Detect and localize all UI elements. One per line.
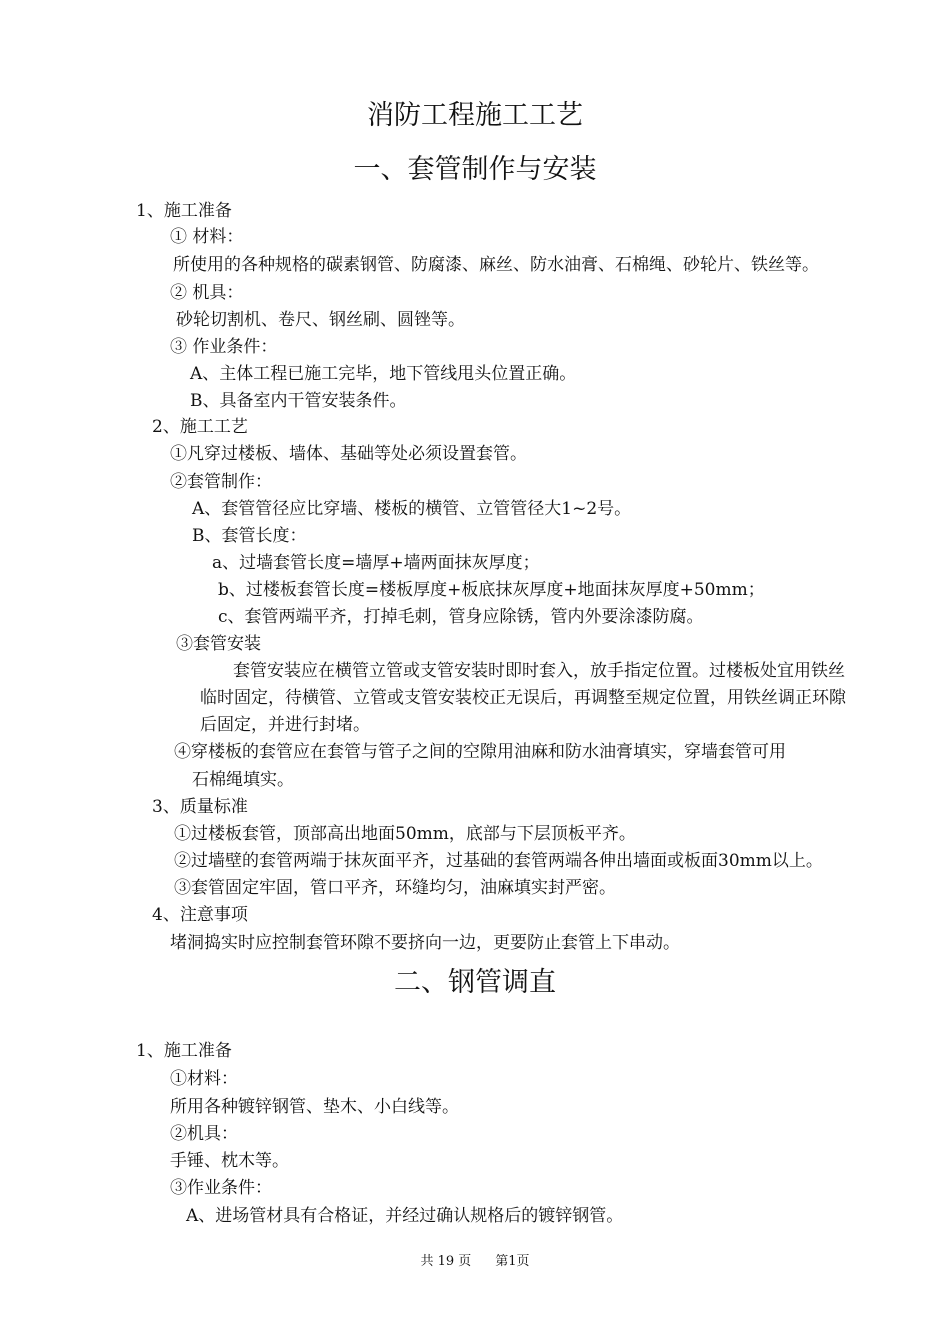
material-label-2: ①材料： — [170, 1069, 238, 1089]
tools-text-2: 手锤、枕木等。 — [170, 1151, 289, 1171]
conditions-label-2: ③作业条件： — [170, 1178, 272, 1198]
material-text: 所使用的各种规格的碳素钢管、防腐漆、麻丝、防水油膏、石棉绳、砂轮片、铁丝等。 — [173, 255, 819, 275]
conditions-label: ③ 作业条件： — [170, 337, 278, 357]
condition-a-2: A、进场管材具有合格证，并经过确认规格后的镀锌钢管。 — [186, 1206, 624, 1226]
process-item-1: ①凡穿过楼板、墙体、基础等处必须设置套管。 — [170, 444, 527, 464]
material-label: ① 材料： — [170, 227, 244, 247]
subheading-quality: 3、质量标准 — [152, 797, 248, 817]
process-item-2-label: ②套管制作： — [170, 472, 272, 492]
process-item-2-b-c: c、套管两端平齐，打掉毛刺，管身应除锈，管内外要涂漆防腐。 — [218, 607, 704, 627]
doc-title: 消防工程施工工艺 — [367, 100, 583, 131]
section-heading-2: 二、钢管调直 — [394, 967, 556, 998]
quality-item-1: ①过楼板套管，顶部高出地面50mm，底部与下层顶板平齐。 — [174, 824, 636, 844]
material-text-2: 所用各种镀锌钢管、垫木、小白线等。 — [170, 1097, 459, 1117]
page-footer — [0, 1250, 950, 1269]
process-item-3-line-2: 临时固定，待横管、立管或支管安装校正无误后，再调整至规定位置，用铁丝调正环隙 — [200, 688, 846, 708]
section-heading-1: 一、套管制作与安装 — [353, 154, 597, 185]
subheading-prep-2: 1、施工准备 — [136, 1041, 232, 1061]
notes-item-1: 堵洞捣实时应控制套管环隙不要挤向一边，更要防止套管上下串动。 — [170, 933, 680, 953]
tools-label: ② 机具： — [170, 283, 244, 303]
quality-item-2: ②过墙壁的套管两端于抹灰面平齐，过基础的套管两端各伸出墙面或板面30mm以上。 — [174, 851, 823, 871]
process-item-3-line-3: 后固定，并进行封堵。 — [200, 715, 370, 735]
quality-item-3: ③套管固定牢固，管口平齐，环缝均匀，油麻填实封严密。 — [174, 878, 616, 898]
page-total: 共 19 页 — [420, 1254, 472, 1269]
tools-label-2: ②机具： — [170, 1124, 238, 1144]
process-item-2-b-b: b、过楼板套管长度=楼板厚度+板底抹灰厚度+地面抹灰厚度+50mm； — [218, 580, 765, 600]
tools-text: 砂轮切割机、卷尺、钢丝刷、圆锉等。 — [176, 310, 465, 330]
subheading-process: 2、施工工艺 — [152, 417, 248, 437]
process-item-3-line-1: 套管安装应在横管立管或支管安装时即时套入，放手指定位置。过楼板处宜用铁丝 — [233, 661, 845, 681]
condition-a: A、主体工程已施工完毕，地下管线甩头位置正确。 — [190, 364, 577, 384]
process-item-2-a: A、套管管径应比穿墙、楼板的横管、立管管径大1~2号。 — [192, 499, 632, 519]
process-item-4-line-1: ④穿楼板的套管应在套管与管子之间的空隙用油麻和防水油膏填实，穿墙套管可用 — [174, 742, 786, 762]
process-item-4-line-2: 石棉绳填实。 — [192, 770, 294, 790]
condition-b: B、具备室内干管安装条件。 — [190, 391, 407, 411]
process-item-2-b-a: a、过墙套管长度=墙厚+墙两面抹灰厚度； — [212, 553, 540, 573]
page-current: 第1页 — [495, 1254, 530, 1269]
process-item-3-label: ③套管安装 — [176, 634, 261, 654]
process-item-2-b: B、套管长度： — [192, 526, 307, 546]
subheading-notes: 4、注意事项 — [152, 905, 248, 925]
subheading-prep: 1、施工准备 — [136, 201, 232, 221]
